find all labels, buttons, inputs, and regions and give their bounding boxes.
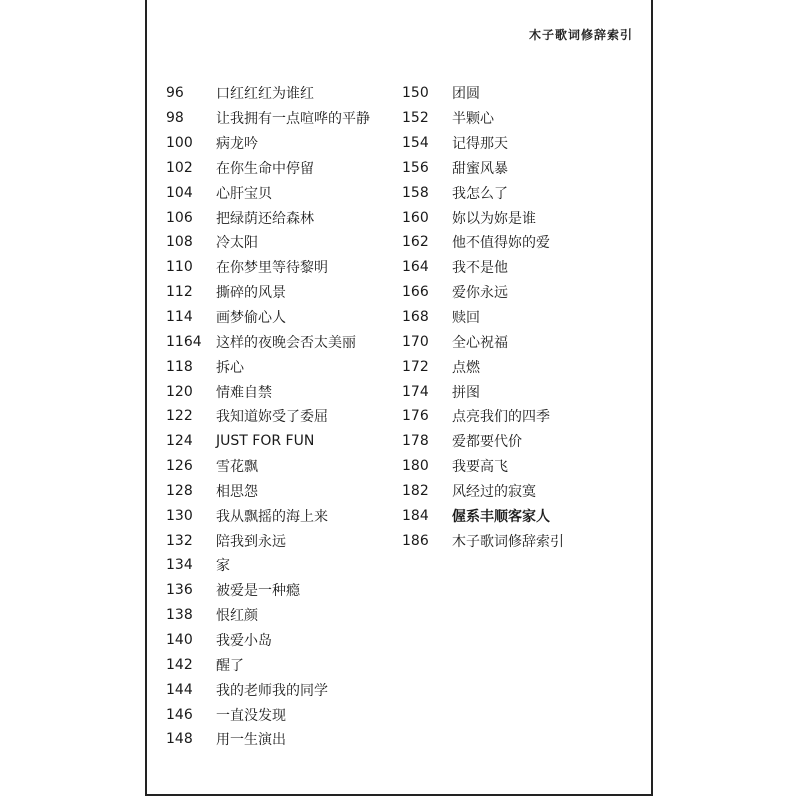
- toc-song-title: 家: [216, 558, 230, 575]
- toc-page-number: 168: [402, 309, 429, 326]
- toc-page-number: 102: [166, 159, 193, 176]
- toc-entry: [402, 354, 564, 379]
- toc-page-number: 124: [166, 433, 193, 450]
- toc-entry: [166, 727, 370, 752]
- toc-page-number: 182: [402, 482, 429, 499]
- toc-song-title: 半颗心: [452, 111, 494, 128]
- toc-song-title: 点燃: [452, 359, 480, 376]
- toc-song-title: 冷太阳: [216, 235, 258, 252]
- toc-page-number: 120: [166, 383, 193, 400]
- toc-entry: [166, 454, 370, 479]
- toc-song-title: 赎回: [452, 310, 480, 327]
- toc-song-title: 用一生演出: [216, 732, 286, 749]
- toc-page-number: 162: [402, 234, 429, 251]
- toc-entry: [402, 205, 564, 230]
- toc-entry: [402, 131, 564, 156]
- book-page: [145, 0, 653, 796]
- toc-page-number: 140: [166, 631, 193, 648]
- toc-entry: [166, 479, 370, 504]
- toc-page-number: 118: [166, 358, 193, 375]
- toc-page-number: 184: [402, 507, 429, 524]
- toc-right-column: [402, 81, 564, 553]
- toc-song-title: 我知道妳受了委屈: [216, 409, 328, 426]
- toc-song-title: 我怎么了: [452, 185, 508, 202]
- toc-song-title: 被爱是一种瘾: [216, 583, 300, 600]
- toc-song-title: 团圆: [452, 86, 480, 103]
- toc-entry: [166, 305, 370, 330]
- toc-entry: [166, 677, 370, 702]
- toc-entry: [166, 429, 370, 454]
- toc-entry: [166, 379, 370, 404]
- toc-entry: [166, 329, 370, 354]
- toc-entry: [166, 578, 370, 603]
- toc-entry: [402, 528, 564, 553]
- toc-page-number: 122: [166, 408, 193, 425]
- toc-entry: [402, 81, 564, 106]
- toc-page-number: 186: [402, 532, 429, 549]
- toc-page-number: 172: [402, 358, 429, 375]
- toc-page-number: 176: [402, 408, 429, 425]
- toc-song-title: 木子歌词修辞索引: [452, 533, 564, 550]
- toc-entry: [166, 628, 370, 653]
- toc-page-number: 178: [402, 433, 429, 450]
- toc-entry: [402, 305, 564, 330]
- toc-entry: [166, 180, 370, 205]
- toc-page-number: 134: [166, 557, 193, 574]
- toc-song-title: JUST FOR FUN: [216, 433, 315, 450]
- toc-entry: [166, 131, 370, 156]
- toc-song-title: 我从飘摇的海上来: [216, 508, 328, 525]
- toc-entry: [166, 106, 370, 131]
- toc-entry: [166, 156, 370, 181]
- toc-page-number: 106: [166, 209, 193, 226]
- toc-entry: [166, 702, 370, 727]
- toc-page-number: 128: [166, 482, 193, 499]
- toc-page-number: 114: [166, 309, 193, 326]
- toc-page-number: 100: [166, 135, 193, 152]
- toc-song-title: 我爱小岛: [216, 632, 272, 649]
- toc-entry: [166, 255, 370, 280]
- toc-song-title: 恨红颜: [216, 608, 258, 625]
- toc-page-number: 98: [166, 110, 184, 127]
- toc-song-title: 我不是他: [452, 260, 508, 277]
- toc-page-number: 132: [166, 532, 193, 549]
- toc-page-number: 180: [402, 458, 429, 475]
- toc-entry: [402, 280, 564, 305]
- toc-entry: [402, 404, 564, 429]
- toc-song-title: 我的老师我的同学: [216, 682, 328, 699]
- toc-page-number: 146: [166, 706, 193, 723]
- toc-page-number: 130: [166, 507, 193, 524]
- toc-entry: [402, 180, 564, 205]
- toc-song-title: 点亮我们的四季: [452, 409, 550, 426]
- toc-entry: [402, 106, 564, 131]
- toc-song-title: 他不值得妳的爱: [452, 235, 550, 252]
- toc-entry: [166, 230, 370, 255]
- toc-song-title: 让我拥有一点喧哗的平静: [216, 111, 370, 128]
- toc-entry: [166, 528, 370, 553]
- toc-entry: [166, 503, 370, 528]
- toc-entry: [166, 205, 370, 230]
- toc-song-title: 在你生命中停留: [216, 160, 314, 177]
- running-header: 木子歌词修辞索引: [528, 28, 633, 42]
- toc-song-title: 情难自禁: [216, 384, 272, 401]
- toc-page-number: 166: [402, 284, 429, 301]
- toc-page-number: 148: [166, 731, 193, 748]
- toc-entry: [166, 354, 370, 379]
- toc-entry: [402, 454, 564, 479]
- toc-entry: [402, 479, 564, 504]
- toc-page-number: 138: [166, 607, 193, 624]
- toc-song-title: 记得那天: [452, 136, 508, 153]
- toc-page-number: 160: [402, 209, 429, 226]
- toc-entry: [166, 553, 370, 578]
- toc-page-number: 108: [166, 234, 193, 251]
- toc-entry: [402, 429, 564, 454]
- toc-song-title: 一直没发现: [216, 707, 286, 724]
- toc-page-number: 150: [402, 85, 429, 102]
- toc-entry: [166, 404, 370, 429]
- toc-page-number: 152: [402, 110, 429, 127]
- toc-page-number: 154: [402, 135, 429, 152]
- toc-page-number: 96: [166, 85, 184, 102]
- toc-song-title: 心肝宝贝: [216, 185, 272, 202]
- toc-entry: [402, 156, 564, 181]
- toc-entry: [402, 255, 564, 280]
- toc-song-title: 爱你永远: [452, 285, 508, 302]
- toc-song-title: 爱都要代价: [452, 434, 522, 451]
- toc-song-title: 相思怨: [216, 483, 258, 500]
- toc-song-title: 我要高飞: [452, 459, 508, 476]
- toc-song-title: 甜蜜风暴: [452, 160, 508, 177]
- toc-page-number: 112: [166, 284, 193, 301]
- toc-entry: [402, 503, 564, 528]
- toc-song-title: 把绿荫还给森林: [216, 210, 314, 227]
- toc-page-number: 110: [166, 259, 193, 276]
- toc-entry: [166, 603, 370, 628]
- toc-page-number: 174: [402, 383, 429, 400]
- toc-song-title: 妳以为妳是谁: [452, 210, 536, 227]
- toc-page-number: 142: [166, 656, 193, 673]
- toc-page-number: 136: [166, 582, 193, 599]
- toc-song-title: 全心祝福: [452, 334, 508, 351]
- toc-entry: [402, 379, 564, 404]
- toc-entry: [166, 280, 370, 305]
- toc-song-title: 拆心: [216, 359, 244, 376]
- toc-song-title: 陪我到永远: [216, 533, 286, 550]
- toc-page-number: 164: [402, 259, 429, 276]
- toc-song-title: 口红红红为谁红: [216, 86, 314, 103]
- toc-song-title: 醒了: [216, 657, 244, 674]
- toc-page-number: 126: [166, 458, 193, 475]
- toc-entry: [166, 81, 370, 106]
- toc-song-title: 拼图: [452, 384, 480, 401]
- toc-page-number: 144: [166, 681, 193, 698]
- toc-entry: [402, 329, 564, 354]
- toc-left-column: [166, 81, 370, 752]
- toc-song-title: 在你梦里等待黎明: [216, 260, 328, 277]
- toc-page-number: 104: [166, 184, 193, 201]
- toc-song-title: 这样的夜晚会否太美丽: [216, 334, 356, 351]
- toc-song-title: 风经过的寂寞: [452, 483, 536, 500]
- toc-song-title: 撕碎的风景: [216, 285, 286, 302]
- toc-page-number: 1164: [166, 333, 202, 350]
- toc-page-number: 156: [402, 159, 429, 176]
- toc-song-title: 雪花飘: [216, 459, 258, 476]
- toc-song-title: 画梦偷心人: [216, 310, 286, 327]
- toc-song-title: 偓系丰顺客家人: [452, 508, 550, 525]
- toc-entry: [402, 230, 564, 255]
- toc-page-number: 170: [402, 333, 429, 350]
- toc-entry: [166, 652, 370, 677]
- toc-song-title: 病龙吟: [216, 136, 258, 153]
- toc-page-number: 158: [402, 184, 429, 201]
